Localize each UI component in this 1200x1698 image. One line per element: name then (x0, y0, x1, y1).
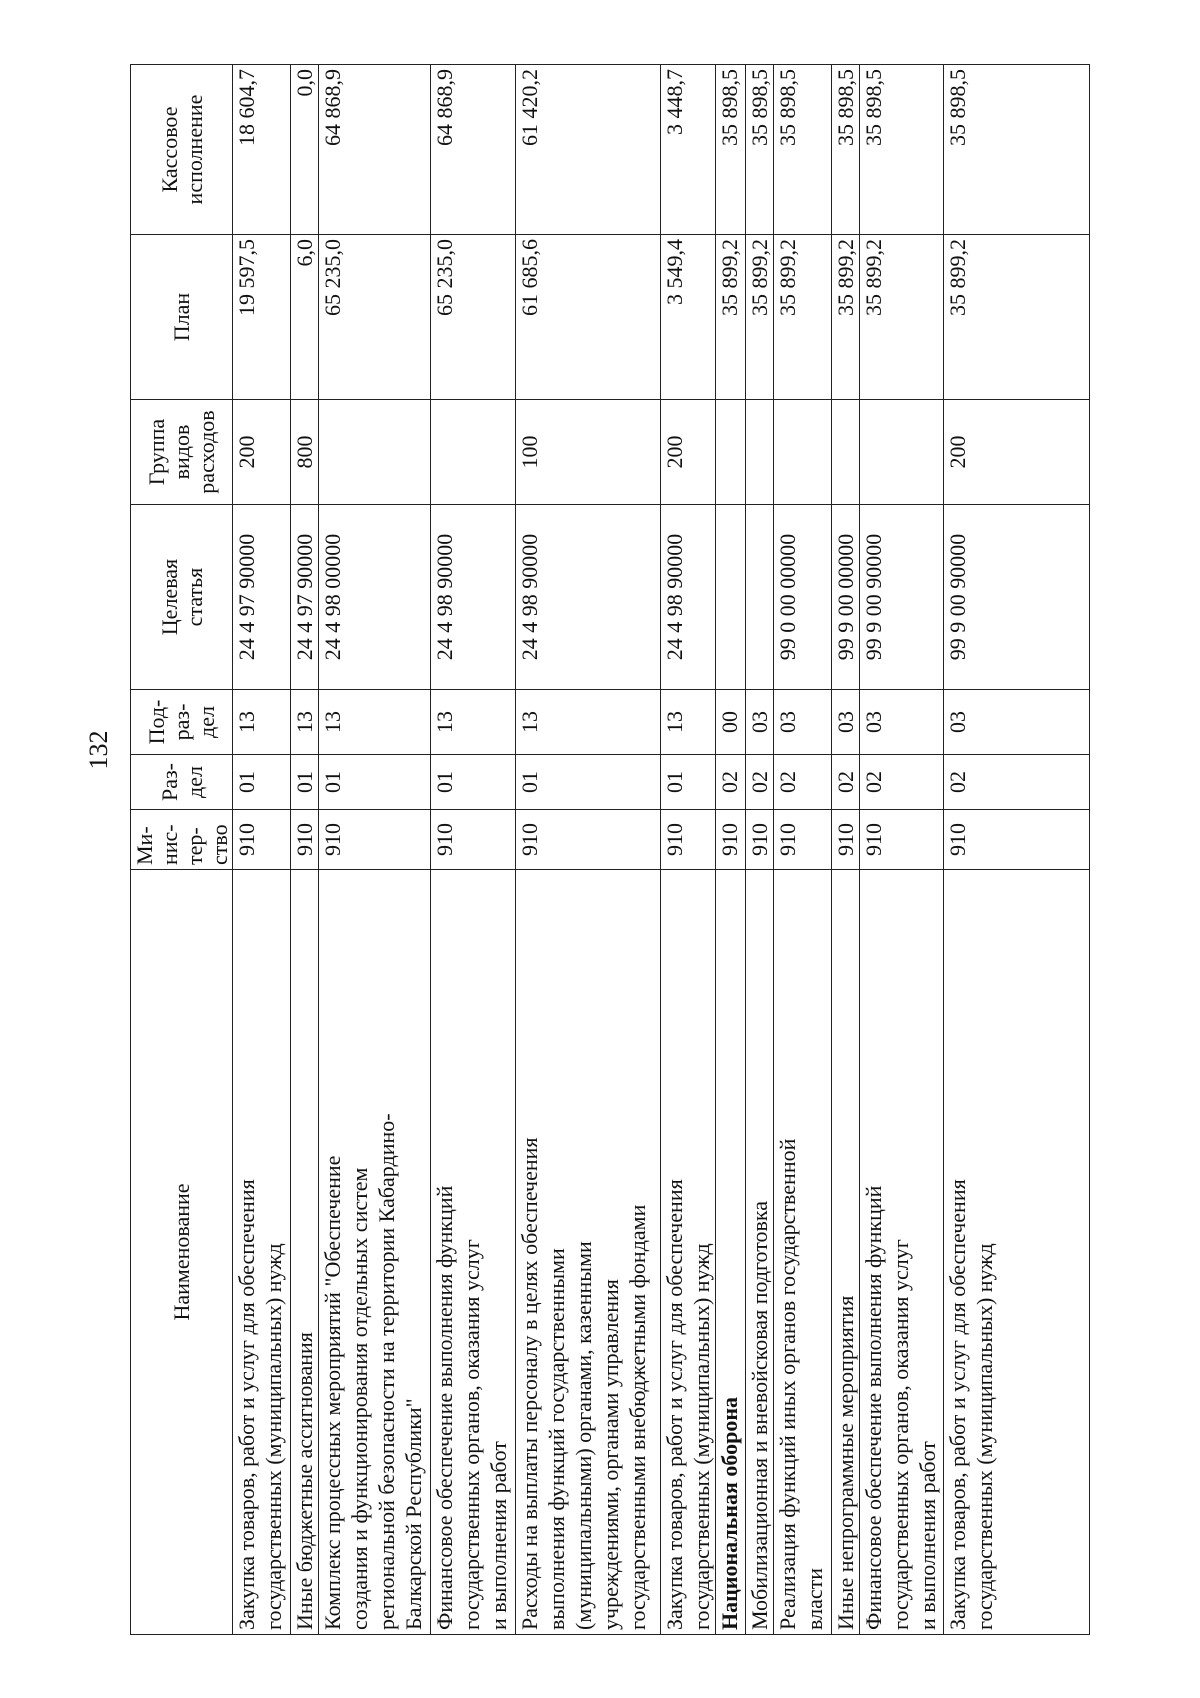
cell-target: 99 9 00 00000 (832, 505, 860, 690)
cell-group: 200 (233, 400, 291, 505)
cell-section: 01 (233, 755, 291, 810)
table-row (431, 65, 516, 1635)
cell-execution: 35 898,5 (716, 65, 746, 235)
cell-plan: 35 899,2 (860, 235, 944, 400)
cell-ministry: 910 (746, 810, 774, 870)
cell-target: 24 4 98 90000 (516, 505, 661, 690)
table-row (860, 65, 944, 1635)
cell-group (832, 400, 860, 505)
table-row (832, 65, 860, 1635)
cell-group: 800 (291, 400, 319, 505)
cell-name: Иные бюджетные ассигнования (291, 870, 319, 1635)
cell-plan: 61 685,6 (516, 235, 661, 400)
table-row (291, 65, 319, 1635)
cell-group (431, 400, 516, 505)
cell-ministry: 910 (233, 810, 291, 870)
header-subsection: Под- раз- дел (131, 690, 233, 755)
cell-name: Закупка товаров, работ и услуг для обеспечения государственных (муниципальных) нужд (233, 870, 291, 1635)
cell-plan: 35 899,2 (944, 235, 1090, 400)
cell-name: Мобилизационная и вневойсковая подготовка (746, 870, 774, 1635)
cell-section: 02 (832, 755, 860, 810)
cell-execution: 35 898,5 (774, 65, 832, 235)
cell-execution: 3 448,7 (661, 65, 716, 235)
cell-subsection: 00 (716, 690, 746, 755)
cell-ministry: 910 (944, 810, 1090, 870)
cell-group: 200 (661, 400, 716, 505)
cell-group (860, 400, 944, 505)
cell-ministry: 910 (832, 810, 860, 870)
cell-plan: 35 899,2 (746, 235, 774, 400)
cell-section: 02 (774, 755, 832, 810)
cell-subsection: 03 (860, 690, 944, 755)
cell-target: 24 4 98 00000 (319, 505, 431, 690)
table-row (774, 65, 832, 1635)
cell-section: 02 (860, 755, 944, 810)
cell-execution: 35 898,5 (944, 65, 1090, 235)
cell-name: Национальная оборона (716, 870, 746, 1635)
cell-execution: 35 898,5 (746, 65, 774, 235)
page-number: 132 (84, 730, 113, 770)
header-group: Группа видов расходов (131, 400, 233, 505)
cell-section: 02 (716, 755, 746, 810)
header-ministry: Ми- нис- тер- ство (131, 810, 233, 870)
header-plan: План (131, 235, 233, 400)
cell-ministry: 910 (319, 810, 431, 870)
cell-section: 02 (944, 755, 1090, 810)
cell-subsection: 13 (516, 690, 661, 755)
cell-target: 24 4 97 90000 (233, 505, 291, 690)
cell-execution: 35 898,5 (860, 65, 944, 235)
cell-execution: 18 604,7 (233, 65, 291, 235)
cell-target: 24 4 98 90000 (431, 505, 516, 690)
cell-name: Финансовое обеспечение выполнения функций государственных органов, оказания услуг и выполнения работ (431, 870, 516, 1635)
cell-section: 02 (746, 755, 774, 810)
cell-target: 99 0 00 00000 (774, 505, 832, 690)
cell-section: 01 (431, 755, 516, 810)
table-row (233, 65, 291, 1635)
cell-subsection: 13 (233, 690, 291, 755)
cell-subsection: 03 (832, 690, 860, 755)
header-execution: Кассовое исполнение (131, 65, 233, 235)
cell-name: Иные непрограммные мероприятия (832, 870, 860, 1635)
cell-group (319, 400, 431, 505)
cell-target: 24 4 98 90000 (661, 505, 716, 690)
cell-subsection: 13 (319, 690, 431, 755)
table-row (716, 65, 746, 1635)
cell-execution: 61 420,2 (516, 65, 661, 235)
cell-section: 01 (661, 755, 716, 810)
table-header (131, 65, 233, 1635)
cell-subsection: 03 (774, 690, 832, 755)
cell-execution: 35 898,5 (832, 65, 860, 235)
cell-subsection: 03 (746, 690, 774, 755)
cell-ministry: 910 (291, 810, 319, 870)
table-row (319, 65, 431, 1635)
cell-name: Реализация функций иных органов государственной власти (774, 870, 832, 1635)
table-row (661, 65, 716, 1635)
cell-subsection: 13 (431, 690, 516, 755)
cell-execution: 64 868,9 (431, 65, 516, 235)
budget-table (130, 64, 1090, 1635)
cell-plan: 6,0 (291, 235, 319, 400)
cell-name: Комплекс процессных мероприятий "Обеспечение создания и функционирования отдельных систем региональной безопасности на территории Кабардино- Балкарской Республики" (319, 870, 431, 1635)
cell-ministry: 910 (716, 810, 746, 870)
cell-target (746, 505, 774, 690)
cell-name: Закупка товаров, работ и услуг для обеспечения государственных (муниципальных) нужд (944, 870, 1090, 1635)
cell-section: 01 (516, 755, 661, 810)
header-name: Наименование (131, 870, 233, 1635)
cell-subsection: 03 (944, 690, 1090, 755)
cell-execution: 0,0 (291, 65, 319, 235)
table-row (746, 65, 774, 1635)
cell-target: 99 9 00 90000 (944, 505, 1090, 690)
cell-ministry: 910 (774, 810, 832, 870)
cell-plan: 35 899,2 (716, 235, 746, 400)
cell-group (746, 400, 774, 505)
cell-plan: 35 899,2 (832, 235, 860, 400)
cell-section: 01 (319, 755, 431, 810)
cell-plan: 65 235,0 (319, 235, 431, 400)
cell-plan: 65 235,0 (431, 235, 516, 400)
cell-subsection: 13 (661, 690, 716, 755)
cell-group (774, 400, 832, 505)
cell-name: Финансовое обеспечение выполнения функций государственных органов, оказания услуг и выполнения работ (860, 870, 944, 1635)
cell-group: 200 (944, 400, 1090, 505)
cell-ministry: 910 (661, 810, 716, 870)
cell-name: Расходы на выплаты персоналу в целях обеспечения выполнения функций государственными (муниципальными) органами, казенными учреждениями, органами управления государственными внебюджетными фондами (516, 870, 661, 1635)
cell-target: 99 9 00 90000 (860, 505, 944, 690)
cell-plan: 3 549,4 (661, 235, 716, 400)
table-row (944, 65, 1090, 1635)
cell-target (716, 505, 746, 690)
cell-section: 01 (291, 755, 319, 810)
cell-plan: 35 899,2 (774, 235, 832, 400)
table-row (516, 65, 661, 1635)
cell-ministry: 910 (860, 810, 944, 870)
cell-name: Закупка товаров, работ и услуг для обеспечения государственных (муниципальных) нужд (661, 870, 716, 1635)
cell-ministry: 910 (516, 810, 661, 870)
header-target: Целевая статья (131, 505, 233, 690)
cell-subsection: 13 (291, 690, 319, 755)
cell-target: 24 4 97 90000 (291, 505, 319, 690)
cell-group: 100 (516, 400, 661, 505)
cell-ministry: 910 (431, 810, 516, 870)
cell-execution: 64 868,9 (319, 65, 431, 235)
header-section: Раз- дел (131, 755, 233, 810)
cell-plan: 19 597,5 (233, 235, 291, 400)
cell-group (716, 400, 746, 505)
